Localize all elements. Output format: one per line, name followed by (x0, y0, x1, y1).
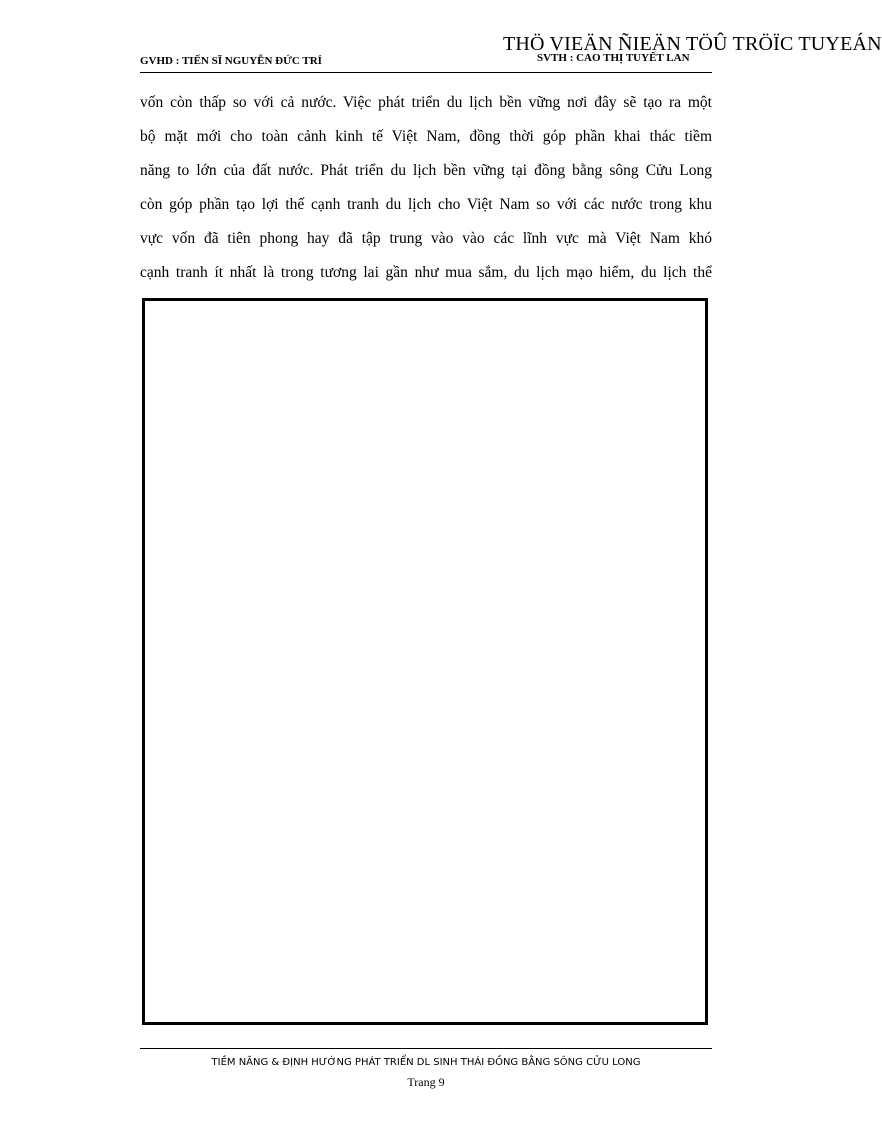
header-advisor: GVHD : TIẾN SĨ NGUYỄN ĐỨC TRÍ (140, 55, 322, 67)
body-line: cạnh tranh ít nhất là trong tương lai gần như mua sắm, du lịch mạo hiểm, du lịch thể (140, 264, 712, 281)
body-line: năng to lớn của đất nước. Phát triển du lịch bền vững tại đồng bằng sông Cửu Long (140, 162, 712, 179)
body-line: vực vốn đã tiên phong hay đã tập trung vào vào các lĩnh vực mà Việt Nam khó (140, 230, 712, 247)
body-paragraph (140, 86, 712, 290)
figure-placeholder-frame (142, 298, 708, 1025)
watermark-text: THÖ VIEÄN ÑIEÄN TÖÛ TRÖÏC TUYEÁN (503, 33, 882, 55)
footer-title: TIỀM NĂNG & ĐỊNH HƯỚNG PHÁT TRIỂN DL SINH THÁI ĐỒNG BẰNG SÔNG CỬU LONG (211, 1057, 641, 1068)
footer-divider (140, 1048, 712, 1049)
page-number: Trang 9 (407, 1075, 445, 1089)
header-student: SVTH : CAO THỊ TUYẾT LAN (537, 52, 690, 64)
body-line: bộ mặt mới cho toàn cảnh kinh tế Việt Nam, đồng thời góp phần khai thác tiềm (140, 128, 712, 145)
body-line: vốn còn thấp so với cả nước. Việc phát triển du lịch bền vững nơi đây sẽ tạo ra một (140, 94, 712, 111)
body-line: còn góp phần tạo lợi thế cạnh tranh du lịch cho Việt Nam so với các nước trong khu (140, 196, 712, 213)
header-divider (140, 72, 712, 73)
